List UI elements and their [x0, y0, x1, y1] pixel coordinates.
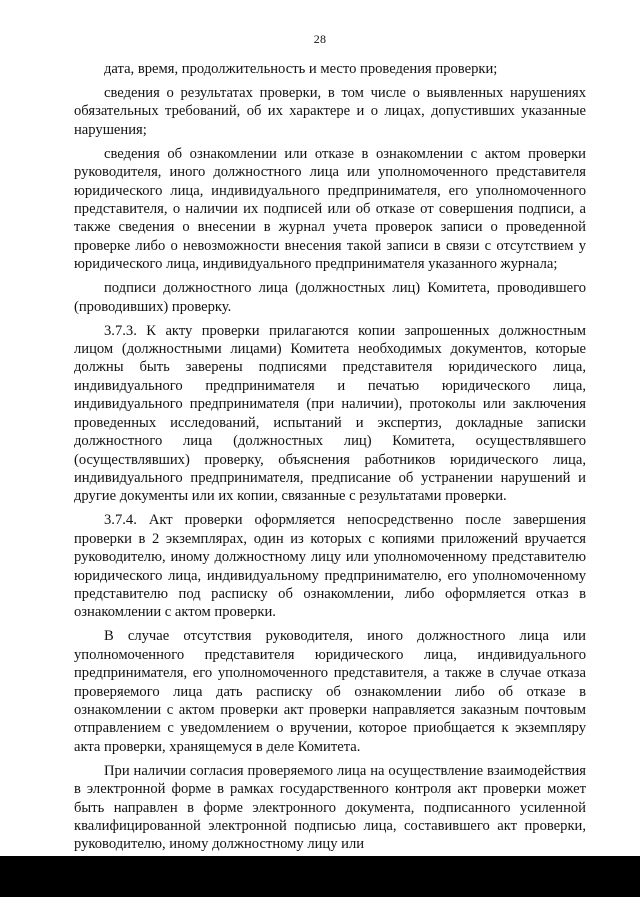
- paragraph-inspection-results: сведения о результатах проверки, в том числе о выявленных нарушениях обязательных требований, об их характере и о лицах, допустивших указанные нарушения;: [74, 85, 586, 138]
- paragraph-absence-case: В случае отсутствия руководителя, иного должностного лица или уполномоченного представителя юридического лица, индивидуального предпринимателя, его уполномоченного представителя, а также в случае отказа проверяемого лица дать расписку об ознакомлении либо об отказе в ознакомлении с актом проверки акт проверки направляется заказным почтовым отправлением с уведомлением о вручении, которое приобщается к экземпляру акта проверки, хранящемуся в деле Комитета.: [74, 628, 586, 755]
- paragraph-official-signatures: подписи должностного лица (должностных лиц) Комитета, проводившего (проводивших) проверку.: [74, 280, 586, 315]
- scan-footer-bar: [0, 856, 640, 897]
- paragraph-inspection-datetime: дата, время, продолжительность и место проведения проверки;: [104, 61, 498, 77]
- paragraph-familiarization-info: сведения об ознакомлении или отказе в ознакомлении с актом проверки руководителя, иного должностного лица или уполномоченного представителя юридического лица, индивидуального предпринимателя, его уполномоченного представителя, о наличии их подписей или об отказе от совершения подписи, а также сведения о внесении в журнал учета проверок записи о проведенной проверке либо о невозможности внесения такой записи в связи с отсутствием у юридического лица, индивидуального предпринимателя указанного журнала;: [74, 145, 586, 273]
- paragraph-3-7-3: 3.7.3. К акту проверки прилагаются копии запрошенных должностным лицом (должностными лицами) Комитета необходимых документов, которые должны быть заверены подписями представителя юридического лица, индивидуального предпринимателя и печатью юридического лица, индивидуального предпринимателя (при наличии), протоколы или заключения проведенных исследований, испытаний и экспертиз, докладные записки должностного лица (должностных лиц) Комитета, осуществлявшего (осуществлявших) проверку, объяснения работников юридического лица, индивидуального предпринимателя, предписание об устранении нарушений и другие документы или их копии, связанные с результатами проверки.: [74, 322, 586, 505]
- document-body: [74, 60, 586, 859]
- paragraph-electronic-form: При наличии согласия проверяемого лица на осуществление взаимодействия в электронной форме в рамках государственного контроля акт проверки может быть направлен в форме электронного документа, подписанного усиленной квалифицированной электронной подписью лица, составившего акт проверки, руководителю, иному должностному лицу или: [74, 762, 586, 853]
- page-number: 28: [313, 32, 327, 46]
- paragraph-3-7-4: 3.7.4. Акт проверки оформляется непосредственно после завершения проверки в 2 экземплярах, один из которых с копиями приложений вручается руководителю, иному должностному лицу или уполномоченному представителю юридического лица, индивидуальному предпринимателю, его уполномоченному представителю под расписку об ознакомлении, либо оформляется отказ в ознакомлении с актом проверки.: [74, 512, 586, 621]
